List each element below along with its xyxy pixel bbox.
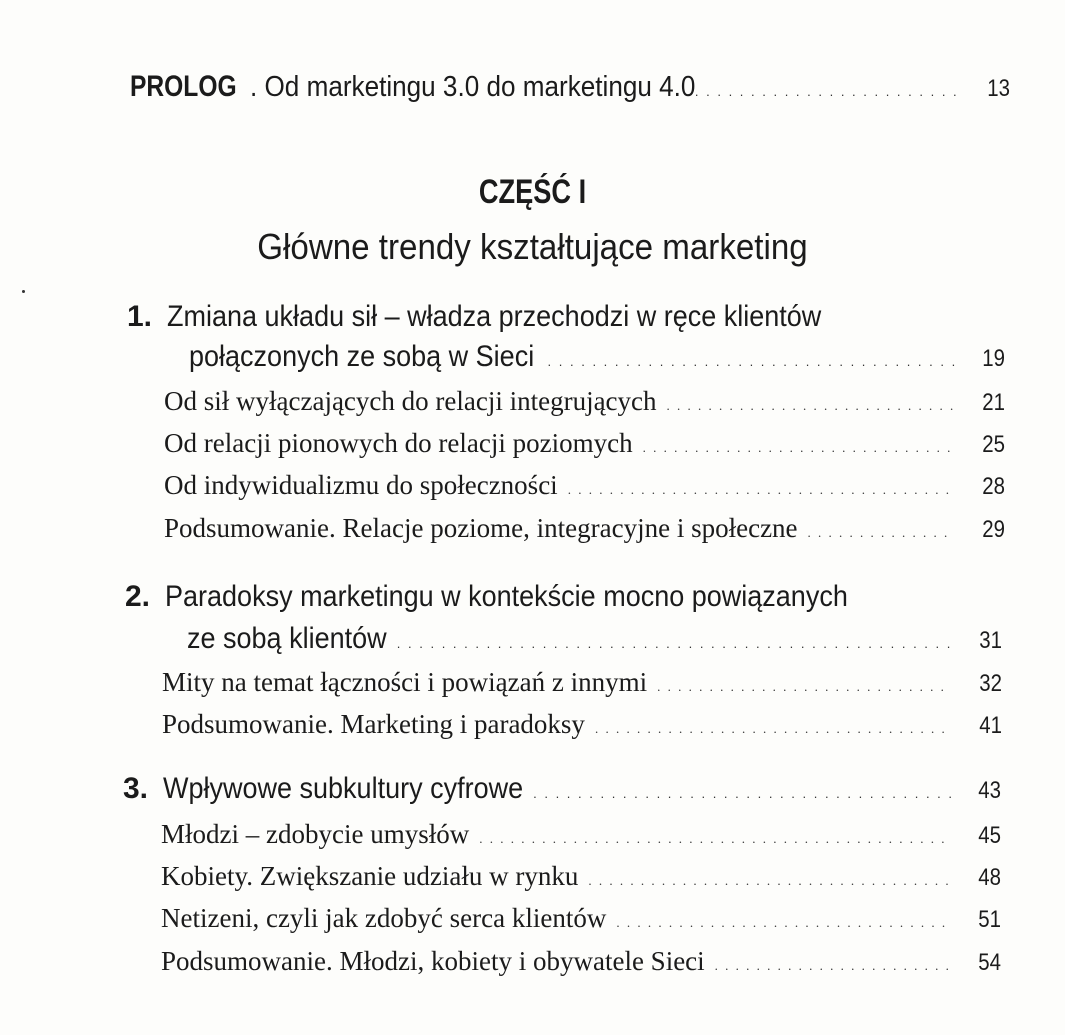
dot-leader: [667, 397, 955, 415]
toc-entry-chapter-3[interactable]: [123, 772, 1001, 806]
section-title: Od indywidualizmu do społeczności: [164, 470, 558, 500]
section-title: Netizeni, czyli jak zdobyć serca klientów: [161, 903, 607, 933]
dot-leader: [616, 914, 951, 932]
chapter-number: 3.: [123, 772, 149, 805]
page-number: 51: [978, 906, 1001, 933]
page-number: 48: [978, 864, 1001, 891]
dot-leader: [568, 481, 955, 499]
dot-leader: [643, 439, 955, 457]
page-number: 31: [979, 627, 1002, 654]
chapter-title: Zmiana układu sił – władza przechodzi w ręce klientów: [167, 300, 822, 333]
chapter-title-continued: połączonych ze sobą w Sieci: [189, 340, 535, 373]
part-title: Główne trendy kształtujące marketing: [257, 226, 808, 267]
toc-entry-section[interactable]: [161, 903, 1001, 934]
dot-leader: [397, 635, 952, 653]
page-number: 29: [982, 516, 1005, 543]
dot-leader: [479, 830, 951, 848]
toc-entry-section[interactable]: [164, 470, 1005, 501]
toc-entry-prolog[interactable]: [130, 70, 1010, 104]
dot-leader: [588, 872, 951, 890]
page-number: 45: [978, 822, 1001, 849]
page-number: 54: [978, 949, 1001, 976]
toc-entry-chapter-1[interactable]: [189, 340, 1005, 374]
toc-entry-section[interactable]: [164, 428, 1005, 459]
chapter-title: Wpływowe subkultury cyfrowe: [163, 772, 524, 805]
chapter-1-heading: [127, 300, 894, 334]
section-title: Kobiety. Zwiększanie udziału w rynku: [161, 861, 579, 891]
page-number: 13: [987, 75, 1010, 102]
toc-entry-section[interactable]: [164, 513, 1005, 544]
chapter-number: 1.: [127, 300, 153, 333]
dot-leader: [548, 353, 955, 371]
toc-entry-section[interactable]: [162, 709, 1002, 740]
dot-leader: [657, 678, 952, 696]
toc-entry-section[interactable]: [161, 819, 1001, 850]
page-number: 41: [979, 712, 1002, 739]
dot-leader: [533, 785, 951, 803]
page-number: 32: [979, 670, 1002, 697]
scan-speck: [22, 290, 25, 293]
prolog-label: PROLOG: [130, 70, 237, 103]
prolog-title: . Od marketingu 3.0 do marketingu 4.0: [250, 71, 696, 103]
chapter-2-heading: [125, 580, 924, 614]
part-label: CZĘŚĆ I: [478, 173, 587, 211]
chapter-title-continued: ze sobą klientów: [187, 622, 387, 655]
page-number: 43: [978, 777, 1001, 804]
dot-leader: [695, 83, 960, 101]
section-title: Podsumowanie. Marketing i paradoksy: [162, 709, 585, 739]
section-title: Mity na temat łączności i powiązań z innymi: [162, 667, 648, 697]
toc-entry-section[interactable]: [162, 667, 1002, 698]
section-title: Od sił wyłączających do relacji integrujących: [164, 386, 657, 416]
chapter-title: Paradoksy marketingu w kontekście mocno powiązanych: [165, 580, 848, 613]
dot-leader: [715, 957, 951, 975]
page-number: 21: [982, 389, 1005, 416]
chapter-number: 2.: [125, 580, 151, 613]
section-title: Podsumowanie. Relacje poziome, integracyjne i społeczne: [164, 513, 798, 543]
page-number: 25: [982, 431, 1005, 458]
page-number: 28: [982, 473, 1005, 500]
dot-leader: [595, 720, 952, 738]
section-title: Podsumowanie. Młodzi, kobiety i obywatele Sieci: [161, 946, 705, 976]
toc-entry-section[interactable]: [164, 386, 1005, 417]
section-title: Młodzi – zdobycie umysłów: [161, 819, 470, 849]
toc-entry-chapter-2[interactable]: [187, 622, 1002, 656]
page-number: 19: [982, 345, 1005, 372]
dot-leader: [808, 524, 955, 542]
toc-entry-section[interactable]: [161, 861, 1001, 892]
toc-entry-section[interactable]: [161, 946, 1001, 977]
section-title: Od relacji pionowych do relacji poziomych: [164, 428, 633, 458]
